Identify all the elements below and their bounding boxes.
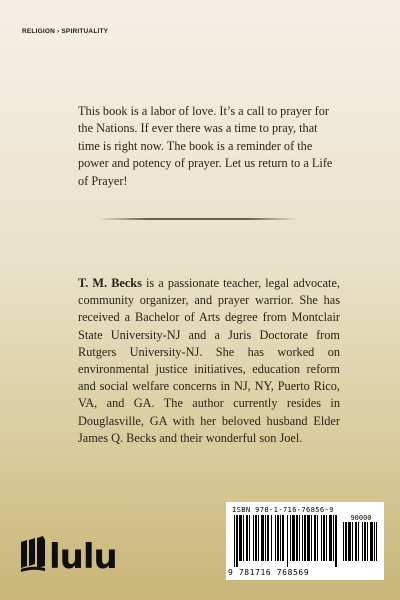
barcode-bar bbox=[367, 522, 368, 561]
author-bio bbox=[78, 275, 340, 447]
barcode-bar bbox=[249, 515, 250, 561]
barcode-bar bbox=[271, 515, 272, 561]
divider-rule bbox=[98, 218, 298, 220]
barcode-bar bbox=[302, 515, 303, 561]
isbn-barcode bbox=[226, 502, 384, 580]
barcode-bar bbox=[348, 522, 351, 561]
barcode-bar bbox=[376, 522, 377, 561]
barcode-bar bbox=[282, 515, 284, 561]
barcode-bar bbox=[280, 515, 281, 561]
publisher-logo bbox=[20, 536, 117, 577]
barcode-bar bbox=[253, 515, 254, 561]
barcode-bar bbox=[304, 515, 306, 561]
barcode-bar bbox=[314, 515, 316, 561]
category-label: RELIGION › SPIRITUALITY bbox=[22, 28, 109, 35]
barcode-bar bbox=[343, 522, 344, 561]
barcode-bar bbox=[290, 515, 291, 561]
addon-barcode-bars bbox=[343, 522, 377, 567]
barcode-bar bbox=[287, 515, 288, 567]
barcode-bar bbox=[246, 515, 248, 561]
barcode-bar bbox=[358, 522, 359, 561]
barcode-bar bbox=[299, 515, 300, 561]
book-blurb: This book is a labor of love. It’s a call to prayer for the Nations. If ever there was a time to pray, that time is right now. The book is a reminder of the power and potency of prayer. Let us return to a Life of Prayer! bbox=[78, 104, 333, 188]
barcode-bar bbox=[370, 522, 373, 561]
author-name: T. M. Becks bbox=[78, 276, 142, 290]
barcode-bar bbox=[311, 515, 312, 561]
barcode-bar bbox=[296, 515, 298, 561]
barcode-bar bbox=[326, 515, 327, 561]
barcode-bar bbox=[234, 515, 235, 567]
barcode-bar bbox=[321, 515, 322, 561]
barcode-bar bbox=[364, 522, 366, 561]
addon-code: 90000 bbox=[350, 514, 372, 522]
barcode-bar bbox=[265, 515, 266, 561]
book-stack-icon bbox=[20, 536, 46, 572]
publisher-logo-text: lulu bbox=[49, 537, 117, 577]
barcode-bar bbox=[275, 515, 276, 561]
barcode-bar bbox=[267, 515, 269, 561]
ean-barcode-bars bbox=[234, 515, 338, 567]
author-bio-text: is a passionate teacher, legal advocate, community organizer, and prayer warrior. She has received a Bachelor of Arts degree from Montclair State University-NJ and a Juris Doctorate from Rutgers University-NJ. She has worked on environmental justice initiatives, education reform and social welfare concerns in NJ, NY, Puerto Rico, VA, and GA. The author currently resides in Douglasville, GA with her beloved husband Elder James Q. Becks and their wonderful son Joel. bbox=[78, 276, 340, 445]
barcode-bar bbox=[261, 515, 264, 561]
barcode-bar bbox=[352, 522, 353, 561]
barcode-bar bbox=[258, 515, 259, 561]
barcode-bar bbox=[277, 515, 279, 561]
barcode-bar bbox=[307, 515, 310, 561]
barcode-bar bbox=[243, 515, 244, 561]
barcode-bar bbox=[345, 522, 347, 561]
barcode-bar bbox=[317, 515, 318, 561]
barcode-bar bbox=[329, 515, 332, 561]
barcode-bar bbox=[333, 515, 334, 561]
barcode-bar bbox=[362, 522, 363, 561]
barcode-bar bbox=[323, 515, 325, 561]
barcode-bar bbox=[374, 522, 375, 561]
barcode-bar bbox=[236, 515, 238, 567]
ean-digits: 9 781716 768569 bbox=[228, 568, 310, 577]
barcode-bar bbox=[292, 515, 295, 561]
barcode-bar bbox=[239, 515, 242, 561]
isbn-text: ISBN 978-1-716-76856-9 bbox=[232, 505, 334, 514]
barcode-bar bbox=[255, 515, 257, 561]
barcode-bar bbox=[355, 522, 357, 561]
barcode-bar bbox=[335, 515, 337, 567]
